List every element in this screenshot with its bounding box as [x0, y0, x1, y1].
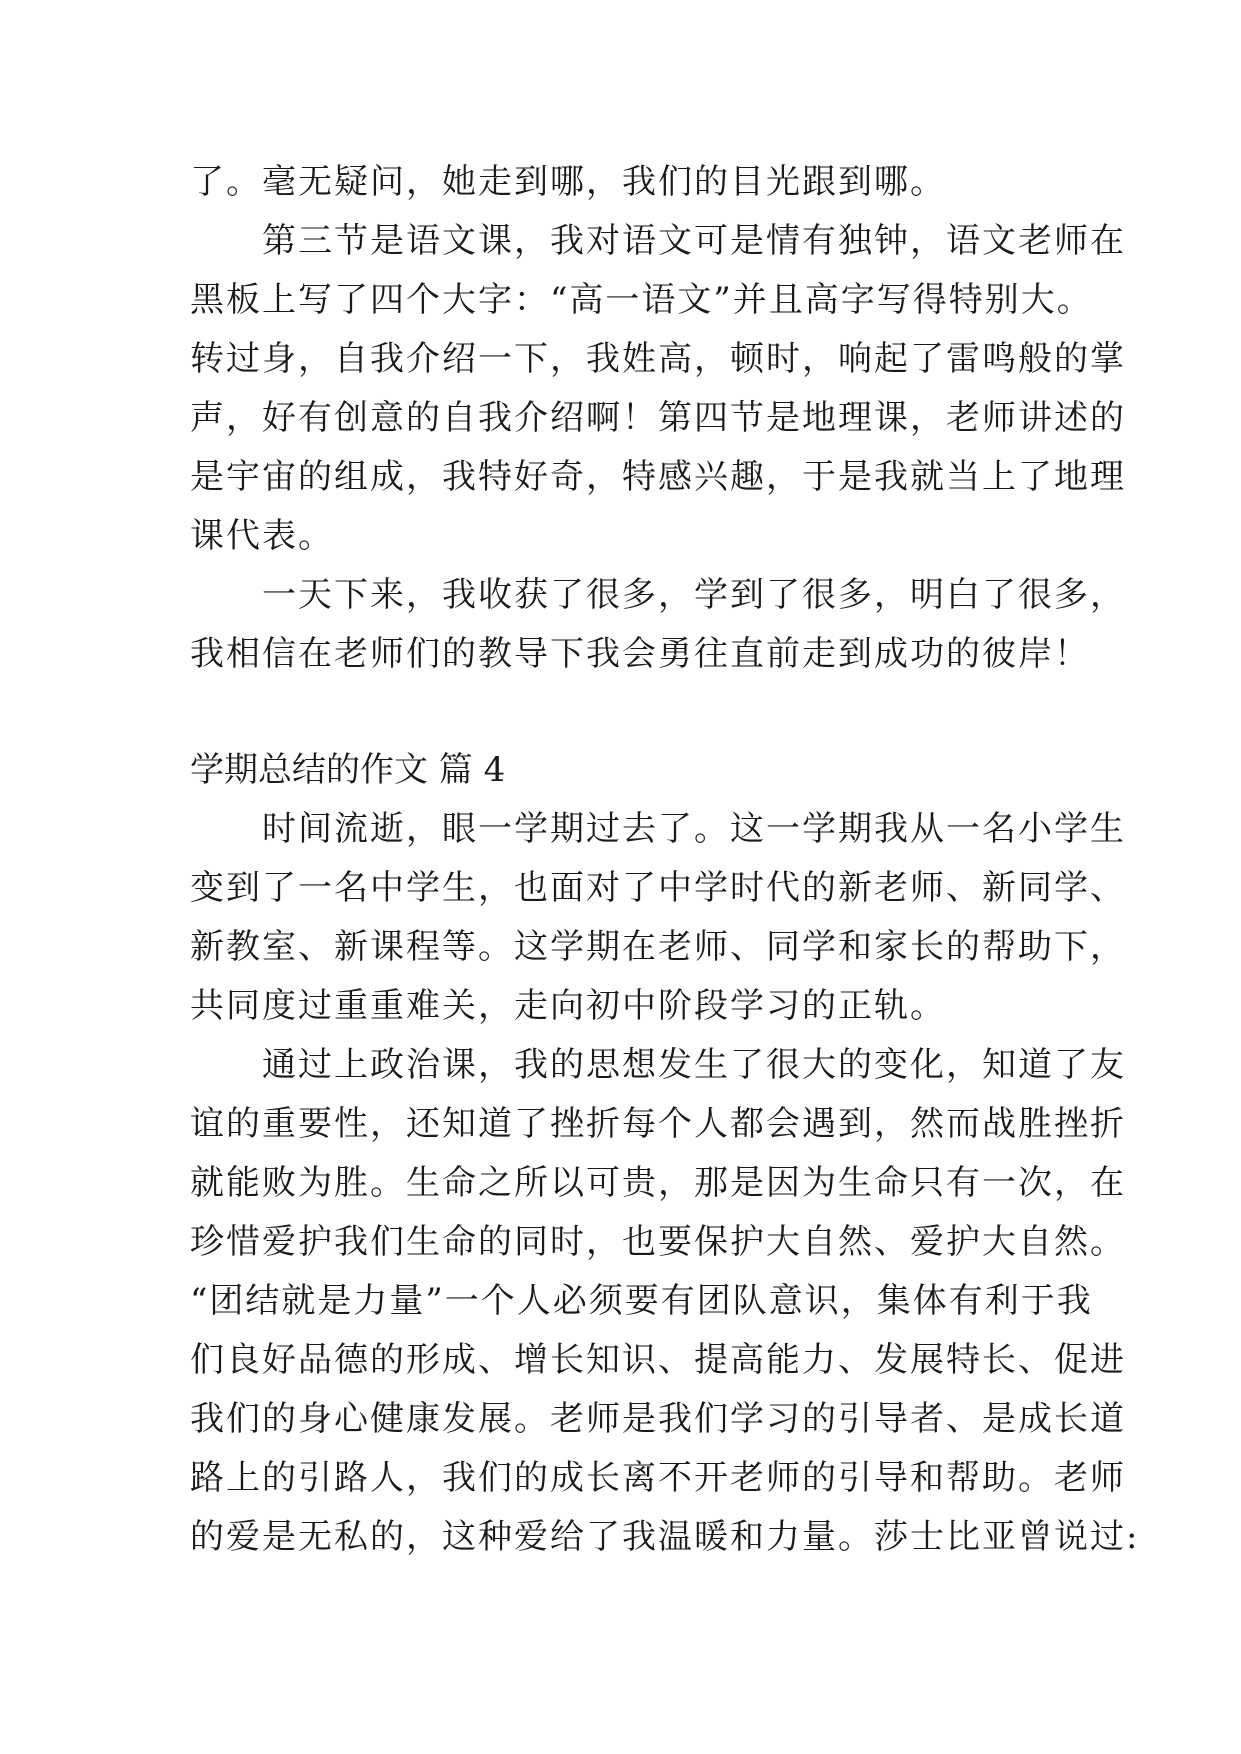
text-line: 是宇宙的组成，我特好奇，特感兴趣，于是我就当上了地理 — [190, 457, 1126, 497]
text-line: 共同度过重重难关，走向初中阶段学习的正轨。 — [190, 986, 946, 1026]
text-line: 珍惜爱护我们生命的同时，也要保护大自然、爱护大自然。 — [190, 1222, 1126, 1262]
text-line: 了。毫无疑问，她走到哪，我们的目光跟到哪。 — [190, 162, 946, 202]
text-line: 转过身，自我介绍一下，我姓高，顿时，响起了雷鸣般的掌 — [190, 339, 1126, 379]
text-line: 新教室、新课程等。这学期在老师、同学和家长的帮助下， — [190, 927, 1126, 967]
text-line: 通过上政治课，我的思想发生了很大的变化，知道了友 — [190, 1045, 1126, 1085]
text-line: 一天下来，我收获了很多，学到了很多，明白了很多， — [190, 575, 1126, 615]
text-line: 时间流逝，眼一学期过去了。这一学期我从一名小学生 — [190, 809, 1126, 849]
text-line: 我们的身心健康发展。老师是我们学习的引导者、是成长道 — [190, 1399, 1126, 1439]
section-heading: 学期总结的作文 篇 4 — [190, 750, 506, 790]
text-line: 们良好品德的形成、增长知识、提高能力、发展特长、促进 — [190, 1340, 1126, 1380]
text-line: 第三节是语文课，我对语文可是情有独钟，语文老师在 — [190, 221, 1126, 261]
text-line: 黑板上写了四个大字：“高一语文”并且高字写得特别大。 — [190, 280, 1093, 320]
text-line: 路上的引路人，我们的成长离不开老师的引导和帮助。老师 — [190, 1458, 1126, 1498]
text-line: 的爱是无私的，这种爱给了我温暖和力量。莎士比亚曾说过: — [190, 1517, 1140, 1557]
text-line: 声，好有创意的自我介绍啊！第四节是地理课，老师讲述的 — [190, 398, 1126, 438]
text-line: 就能败为胜。生命之所以可贵，那是因为生命只有一次，在 — [190, 1163, 1126, 1203]
text-line: 课代表。 — [190, 516, 334, 556]
text-line: 我相信在老师们的教导下我会勇往直前走到成功的彼岸！ — [190, 634, 1090, 674]
text-line: 变到了一名中学生，也面对了中学时代的新老师、新同学、 — [190, 868, 1126, 908]
text-line: 谊的重要性，还知道了挫折每个人都会遇到，然而战胜挫折 — [190, 1104, 1126, 1144]
text-line: “团结就是力量”一个人必须要有团队意识，集体有利于我 — [190, 1281, 1093, 1321]
